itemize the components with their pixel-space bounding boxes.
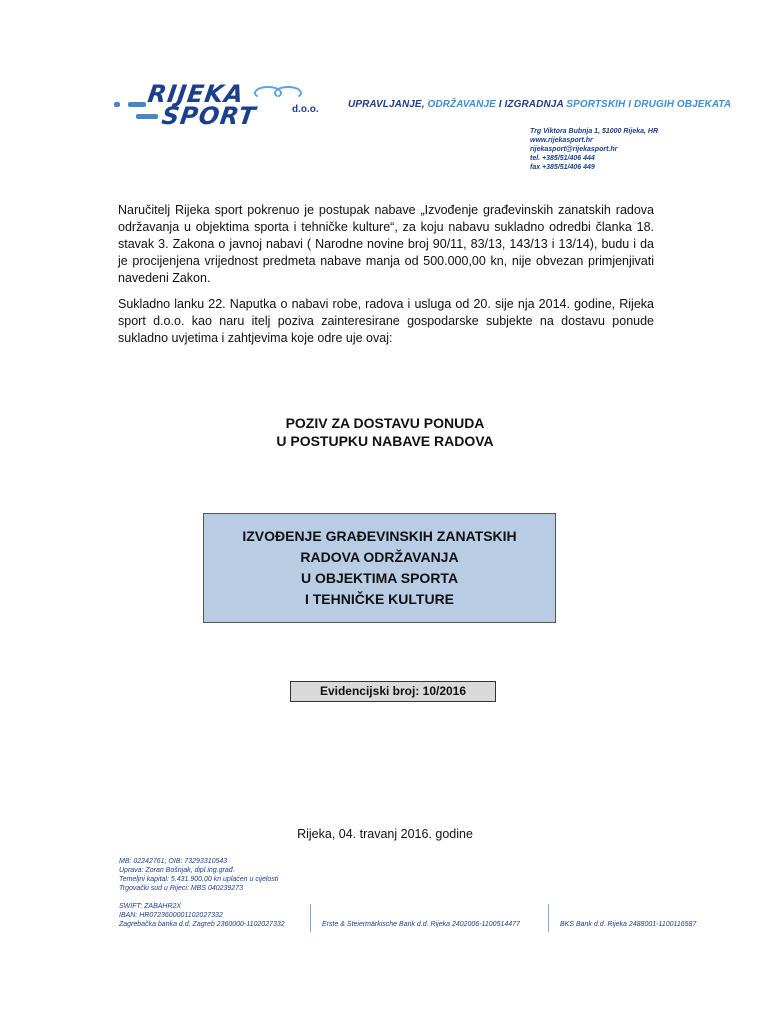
footer-line: Trgovački sud u Rijeci: MBS 040239273 <box>119 885 243 892</box>
tagline-part: UPRAVLJANJE, <box>348 99 428 110</box>
address-line: rijekasport@rijekasport.hr <box>530 146 618 153</box>
logo-word-rijeka: RIJEKA <box>146 80 246 108</box>
footer-bank-zaba <box>119 902 285 929</box>
logo-dash <box>136 114 158 119</box>
footer-line: Uprava: Zoran Bošnjak, dipl.ing.građ. <box>119 867 235 874</box>
document-title <box>0 414 770 450</box>
company-address <box>530 127 658 172</box>
tagline-part: SPORTSKIH I DRUGIH OBJEKATA <box>566 99 732 110</box>
footer-registration <box>119 857 278 893</box>
logo-dash <box>128 102 146 107</box>
footer-divider <box>548 904 549 932</box>
footer-line: Zagrebačka banka d.d. Zagreb 2360000-1102027332 <box>119 921 285 928</box>
company-tagline <box>348 99 731 110</box>
subject-line: U OBJEKTIMA SPORTA <box>300 570 459 586</box>
title-line: POZIV ZA DOSTAVU PONUDA <box>285 415 485 431</box>
logo-swoosh <box>274 86 302 100</box>
footer-line: SWIFT: ZABAHR2X <box>119 903 182 910</box>
place-date: Rijeka, 04. travanj 2016. godine <box>297 827 473 841</box>
logo-word-sport: SPORT <box>160 102 259 130</box>
procurement-subject-box <box>203 513 556 623</box>
subject-line: IZVOĐENJE GRAĐEVINSKIH ZANATSKIH <box>242 528 517 544</box>
intro-paragraph: Naručitelj Rijeka sport pokrenuo je postupak nabave „Izvođenje građevinskih zanatskih radova održavanja u objektima sporta i tehničke kulture“, za koju nabavu sukladno odredbi članka 18. stavak 3. Zakona o javnoj nabavi ( Narodne novine broj 90/11, 83/13, 143/13 i 13/14), budu i da je procijenjena vrijednost predmeta nabave manja od 500.000,00 kn, nije obvezan primjenjivati navedeni Zakon. <box>118 203 654 285</box>
tagline-part: I IZGRADNJA <box>495 99 567 110</box>
evidence-number-box: Evidencijski broj: 10/2016 <box>290 681 496 702</box>
address-line: Trg Viktora Bubnja 1, 51000 Rijeka, HR <box>530 128 658 135</box>
logo-dash <box>114 102 120 107</box>
footer-bank-bks: BKS Bank d.d. Rijeka 2488001-1100116587 <box>560 921 697 928</box>
tagline-part: ODRŽAVANJE <box>427 99 496 110</box>
logo-suffix: d.o.o. <box>292 104 319 115</box>
company-logo <box>114 80 324 132</box>
address-line: www.rijekasport.hr <box>530 137 593 144</box>
footer-divider <box>310 904 311 932</box>
address-line: fax +385/51/406 449 <box>530 164 595 171</box>
subject-line: I TEHNIČKE KULTURE <box>304 591 455 607</box>
subject-line: RADOVA ODRŽAVANJA <box>300 549 459 565</box>
address-line: tel. +385/51/406 444 <box>530 155 595 162</box>
footer-line: MB: 02242761; OIB: 73293310543 <box>119 858 228 865</box>
title-line: U POSTUPKU NABAVE RADOVA <box>276 433 494 449</box>
footer-line: IBAN: HR0723600001102027332 <box>119 912 223 919</box>
footer-line: Temeljni kapital: 5.431.900,00 kn uplaćen u cijelosti <box>119 876 279 883</box>
invitation-paragraph: Sukladno lanku 22. Naputka o nabavi robe, radova i usluga od 20. sije nja 2014. godine, Rijeka sport d.o.o. kao naru itelj poziva zainteresirane gospodarske subjekte na dostavu ponude sukladno uvjetima i zahtjevima koje odre uje ovaj: <box>118 297 654 345</box>
footer-bank-erste: Erste & Steiermärkische Bank d.d. Rijeka 2402006-1100514477 <box>322 921 520 928</box>
